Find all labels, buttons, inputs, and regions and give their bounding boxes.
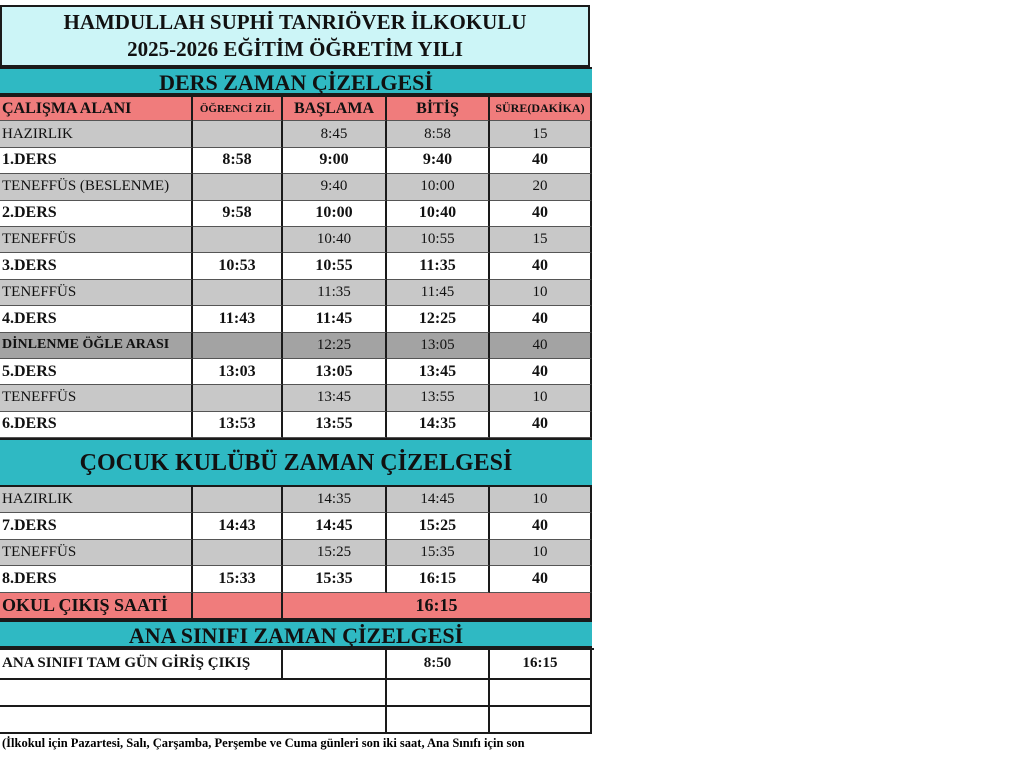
cell-duration: 10 <box>490 280 592 306</box>
cell-bell <box>193 280 283 306</box>
cell-start: 15:35 <box>283 566 387 592</box>
cell-activity: HAZIRLIK <box>0 487 193 513</box>
cell-activity: DİNLENME ÖĞLE ARASI <box>0 333 193 359</box>
schedule-sheet <box>0 5 594 752</box>
cell-start: 15:25 <box>283 540 387 566</box>
exit-label: OKUL ÇIKIŞ SAATİ <box>0 593 193 620</box>
cell-activity: 5.DERS <box>0 359 193 385</box>
cell-start: 14:35 <box>283 487 387 513</box>
footnote: (İlkokul için Pazartesi, Salı, Çarşamba, Perşembe ve Cuma günleri son iki saat, Ana Sınıfı için son <box>2 735 525 750</box>
cell-duration: 10 <box>490 385 592 411</box>
cell-bell <box>193 174 283 200</box>
cell-bell <box>193 227 283 253</box>
kindergarten-in: 8:50 <box>387 650 490 680</box>
empty-cell <box>0 680 387 707</box>
cell-activity: 3.DERS <box>0 253 193 279</box>
cell-duration: 40 <box>490 201 592 227</box>
col-header-area: ÇALIŞMA ALANI <box>0 95 193 121</box>
cell-end: 15:25 <box>387 513 490 539</box>
cell-activity: 6.DERS <box>0 412 193 438</box>
exit-spacer <box>193 593 283 620</box>
cell-activity: TENEFFÜS <box>0 280 193 306</box>
cell-bell: 15:33 <box>193 566 283 592</box>
cell-bell <box>193 487 283 513</box>
cell-start: 11:45 <box>283 306 387 332</box>
cell-end: 15:35 <box>387 540 490 566</box>
table-row <box>0 227 594 253</box>
empty-cell <box>387 707 490 734</box>
cell-end: 9:40 <box>387 148 490 174</box>
cell-duration: 40 <box>490 253 592 279</box>
cell-duration: 15 <box>490 227 592 253</box>
table-row <box>0 306 594 332</box>
cell-activity: 4.DERS <box>0 306 193 332</box>
cell-end: 13:45 <box>387 359 490 385</box>
cell-start: 10:00 <box>283 201 387 227</box>
cell-duration: 40 <box>490 566 592 592</box>
kindergarten-row <box>0 648 594 680</box>
cell-end: 10:55 <box>387 227 490 253</box>
school-name: HAMDULLAH SUPHİ TANRIÖVER İLKOKULU <box>63 10 527 34</box>
cell-end: 12:25 <box>387 306 490 332</box>
school-exit-row <box>0 593 594 620</box>
cell-end: 11:45 <box>387 280 490 306</box>
cell-duration: 10 <box>490 487 592 513</box>
cell-end: 16:15 <box>387 566 490 592</box>
cell-start: 9:40 <box>283 174 387 200</box>
table-row <box>0 121 594 147</box>
cell-activity: 7.DERS <box>0 513 193 539</box>
club-schedule-title: ÇOCUK KULÜBÜ ZAMAN ÇİZELGESİ <box>0 438 592 487</box>
cell-end: 13:05 <box>387 333 490 359</box>
cell-bell <box>193 540 283 566</box>
col-header-start: BAŞLAMA <box>283 95 387 121</box>
table-row <box>0 566 594 592</box>
table-row <box>0 201 594 227</box>
cell-end: 14:35 <box>387 412 490 438</box>
cell-start: 11:35 <box>283 280 387 306</box>
col-header-end: BİTİŞ <box>387 95 490 121</box>
cell-duration: 20 <box>490 174 592 200</box>
cell-end: 8:58 <box>387 121 490 147</box>
kindergarten-schedule-title: ANA SINIFI ZAMAN ÇİZELGESİ <box>0 620 592 648</box>
table-row <box>0 487 594 513</box>
exit-time: 16:15 <box>283 593 592 620</box>
cell-bell: 10:53 <box>193 253 283 279</box>
cell-end: 14:45 <box>387 487 490 513</box>
cell-activity: 2.DERS <box>0 201 193 227</box>
empty-cell <box>387 680 490 707</box>
school-header <box>0 5 590 67</box>
cell-end: 10:00 <box>387 174 490 200</box>
academic-year: 2025-2026 EĞİTİM ÖĞRETİM YILI <box>127 37 463 61</box>
cell-bell <box>193 121 283 147</box>
cell-duration: 15 <box>490 121 592 147</box>
cell-duration: 10 <box>490 540 592 566</box>
cell-activity: TENEFFÜS <box>0 540 193 566</box>
empty-row <box>0 680 594 707</box>
cell-bell <box>193 333 283 359</box>
table-row <box>0 148 594 174</box>
table-row <box>0 174 594 200</box>
kindergarten-out: 16:15 <box>490 650 592 680</box>
lesson-schedule-title: DERS ZAMAN ÇİZELGESİ <box>0 67 592 95</box>
cell-duration: 40 <box>490 306 592 332</box>
cell-activity: TENEFFÜS <box>0 385 193 411</box>
table-row <box>0 412 594 438</box>
cell-bell: 9:58 <box>193 201 283 227</box>
cell-end: 13:55 <box>387 385 490 411</box>
cell-duration: 40 <box>490 148 592 174</box>
cell-start: 14:45 <box>283 513 387 539</box>
cell-start: 13:45 <box>283 385 387 411</box>
table-row <box>0 359 594 385</box>
cell-start: 10:55 <box>283 253 387 279</box>
cell-activity: HAZIRLIK <box>0 121 193 147</box>
cell-start: 13:05 <box>283 359 387 385</box>
cell-bell: 8:58 <box>193 148 283 174</box>
cell-bell: 13:53 <box>193 412 283 438</box>
cell-end: 11:35 <box>387 253 490 279</box>
empty-cell <box>490 707 592 734</box>
cell-duration: 40 <box>490 359 592 385</box>
table-row <box>0 280 594 306</box>
table-row <box>0 253 594 279</box>
table-row <box>0 513 594 539</box>
cell-activity: TENEFFÜS <box>0 227 193 253</box>
col-header-duration: SÜRE(DAKİKA) <box>490 95 592 121</box>
cell-start: 10:40 <box>283 227 387 253</box>
cell-duration: 40 <box>490 412 592 438</box>
cell-start: 9:00 <box>283 148 387 174</box>
empty-row <box>0 707 594 734</box>
cell-start: 8:45 <box>283 121 387 147</box>
cell-bell: 13:03 <box>193 359 283 385</box>
cell-activity: 8.DERS <box>0 566 193 592</box>
cell-bell <box>193 385 283 411</box>
table-row <box>0 333 594 359</box>
cell-bell: 11:43 <box>193 306 283 332</box>
table-row <box>0 385 594 411</box>
kindergarten-blank <box>283 650 387 680</box>
cell-duration: 40 <box>490 333 592 359</box>
cell-activity: TENEFFÜS (BESLENME) <box>0 174 193 200</box>
cell-start: 13:55 <box>283 412 387 438</box>
kindergarten-label: ANA SINIFI TAM GÜN GİRİŞ ÇIKIŞ <box>0 650 283 680</box>
lesson-rows <box>0 121 594 438</box>
cell-bell: 14:43 <box>193 513 283 539</box>
club-rows <box>0 487 594 593</box>
cell-activity: 1.DERS <box>0 148 193 174</box>
cell-end: 10:40 <box>387 201 490 227</box>
table-header-row <box>0 95 594 121</box>
cell-duration: 40 <box>490 513 592 539</box>
cell-start: 12:25 <box>283 333 387 359</box>
empty-cell <box>0 707 387 734</box>
table-row <box>0 540 594 566</box>
empty-cell <box>490 680 592 707</box>
col-header-bell: ÖĞRENCİ ZİL <box>193 95 283 121</box>
